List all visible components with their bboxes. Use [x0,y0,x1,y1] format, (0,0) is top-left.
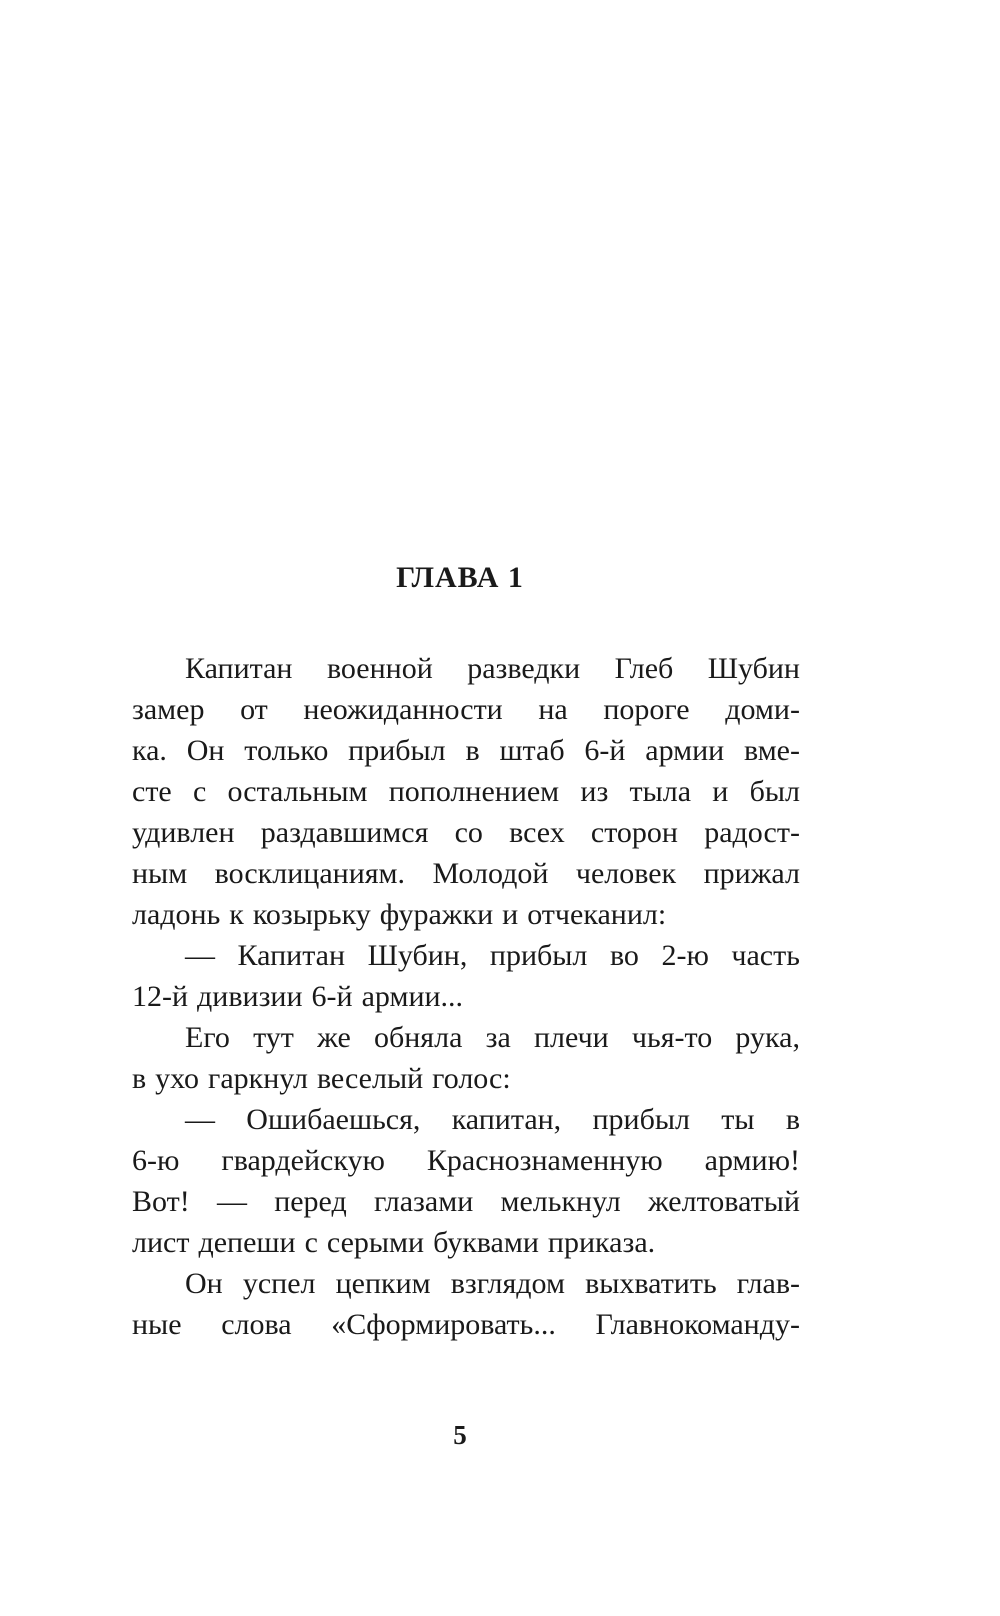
paragraph [132,1017,800,1099]
page-number: 5 [453,1420,467,1450]
text-line: — Ошибаешься, капитан, прибыл ты в [185,1103,800,1136]
paragraph [132,648,800,935]
paragraph [132,935,800,1017]
text-line: ладонь к козырьку фуражки и отчеканил: [132,898,667,931]
text-line: ка. Он только прибыл в штаб 6-й армии вме- [132,734,800,767]
text-line: ным восклицаниям. Молодой человек прижал [132,857,800,890]
text-line: 6-ю гвардейскую Краснознаменную армию! [132,1144,800,1177]
text-line: Он успел цепким взглядом выхватить глав- [185,1267,800,1300]
text-line: ные слова «Сформировать... Главнокоманду- [132,1308,800,1341]
paragraph [132,1099,800,1263]
text-line: Его тут же обняла за плечи чья-то рука, [185,1021,800,1054]
paragraph [132,1263,800,1345]
text-line: лист депеши с серыми буквами приказа. [132,1226,656,1259]
text-line: удивлен раздавшимся со всех сторон радост- [132,816,800,849]
text-line: 12-й дивизии 6-й армии... [132,980,464,1013]
text-line: Вот! — перед глазами мелькнул желтоватый [132,1185,800,1218]
text-line: в ухо гаркнул веселый голос: [132,1062,511,1095]
text-line: — Капитан Шубин, прибыл во 2-ю часть [185,939,800,972]
text-line: сте с остальным пополнением из тыла и был [132,775,800,808]
body-text [132,648,800,1345]
text-line: замер от неожиданности на пороге доми- [132,693,800,726]
chapter-title: ГЛАВА 1 [396,561,524,594]
text-line: Капитан военной разведки Глеб Шубин [185,652,800,685]
